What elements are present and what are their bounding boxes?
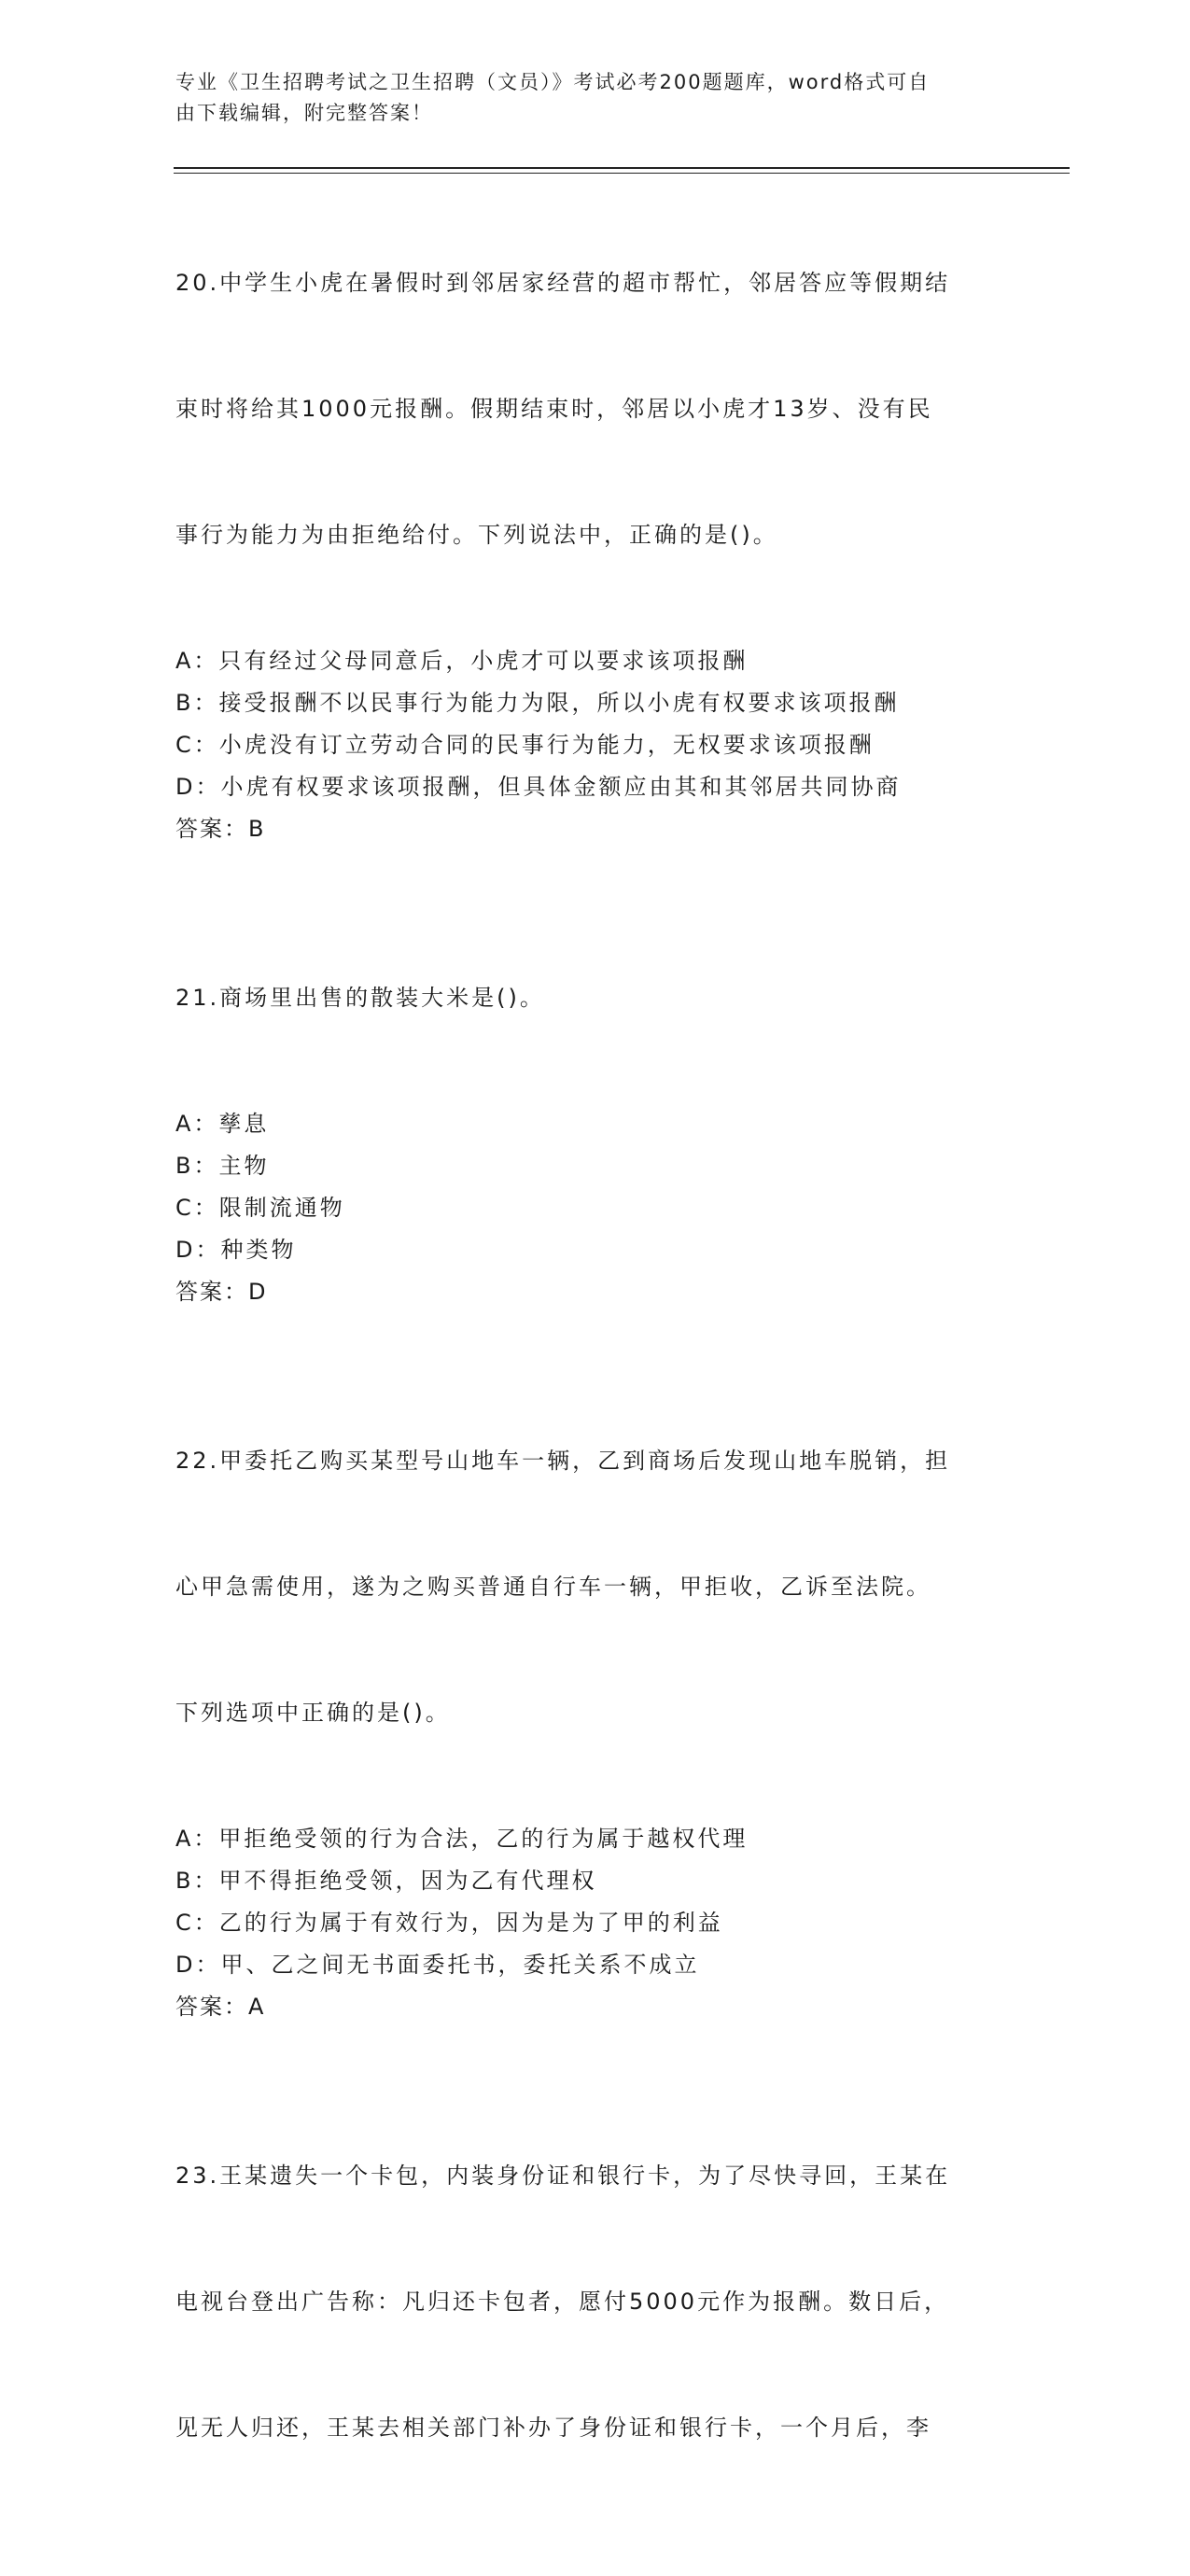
document-header [175, 67, 997, 129]
stem-line: 束时将给其1000元报酬。假期结束时，邻居以小虎才13岁、没有民 [175, 396, 933, 422]
question-list [175, 178, 1015, 2576]
option-c: C：乙的行为属于有效行为，因为是为了甲的利益 [175, 1910, 723, 1936]
header-divider-thin [174, 173, 1070, 174]
option-b: B：接受报酬不以民事行为能力为限，所以小虎有权要求该项报酬 [175, 690, 900, 716]
question-stem [175, 893, 1015, 1103]
stem-line: 见无人归还，王某去相关部门补办了身份证和银行卡，一个月后，李 [175, 2415, 931, 2441]
option-c: C：限制流通物 [175, 1195, 345, 1221]
question-20 [175, 178, 1015, 850]
answer-line: 答案：D [175, 1279, 268, 1305]
stem-line: 下列选项中正确的是()。 [175, 1700, 451, 1726]
stem-line: 23.王某遗失一个卡包，内装身份证和银行卡，为了尽快寻回，王某在 [175, 2163, 951, 2189]
header-line-1: 专业《卫生招聘考试之卫生招聘（文员）》考试必考200题题库，word格式可自 [175, 71, 931, 93]
question-stem [175, 2071, 1015, 2533]
stem-line: 电视台登出广告称：凡归还卡包者，愿付5000元作为报酬。数日后， [175, 2289, 950, 2315]
option-b: B：主物 [175, 1153, 270, 1179]
question-22 [175, 1356, 1015, 2028]
question-stem [175, 178, 1015, 640]
answer-line: 答案：B [175, 816, 266, 842]
option-d: D：小虎有权要求该项报酬，但具体金额应由其和其邻居共同协商 [175, 774, 902, 800]
header-line-2: 由下载编辑，附完整答案！ [175, 102, 433, 124]
option-d: D：种类物 [175, 1237, 297, 1263]
question-21 [175, 893, 1015, 1313]
option-b: B：甲不得拒绝受领，因为乙有代理权 [175, 1868, 597, 1894]
option-a: A：孳息 [175, 1111, 270, 1137]
stem-line: 事行为能力为由拒绝给付。下列说法中，正确的是()。 [175, 522, 778, 548]
question-stem [175, 1356, 1015, 1818]
stem-line: 21.商场里出售的散装大米是()。 [175, 985, 545, 1011]
option-a: A：甲拒绝受领的行为合法，乙的行为属于越权代理 [175, 1826, 749, 1852]
option-a: A：只有经过父母同意后，小虎才可以要求该项报酬 [175, 648, 749, 674]
answer-line: 答案：A [175, 1994, 266, 2020]
question-23 [175, 2071, 1015, 2533]
stem-line: 20.中学生小虎在暑假时到邻居家经营的超市帮忙，邻居答应等假期结 [175, 270, 951, 296]
header-divider-thick [174, 167, 1070, 169]
option-d: D：甲、乙之间无书面委托书，委托关系不成立 [175, 1952, 700, 1978]
option-c: C：小虎没有订立劳动合同的民事行为能力，无权要求该项报酬 [175, 732, 875, 758]
stem-line: 心甲急需使用，遂为之购买普通自行车一辆，甲拒收，乙诉至法院。 [175, 1574, 931, 1600]
stem-line: 22.甲委托乙购买某型号山地车一辆，乙到商场后发现山地车脱销，担 [175, 1448, 951, 1474]
